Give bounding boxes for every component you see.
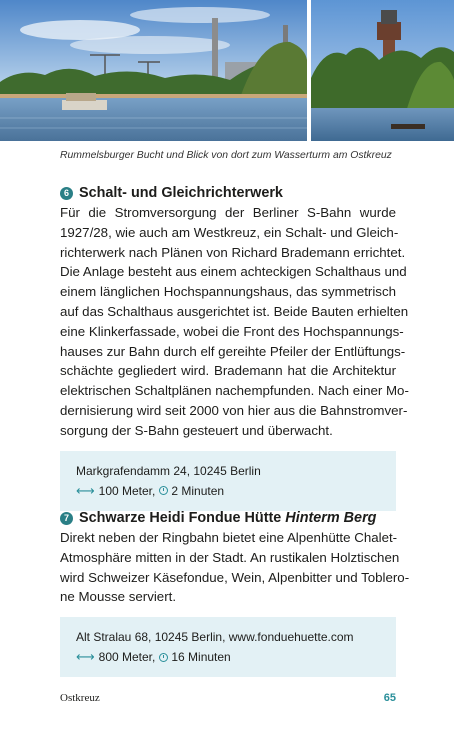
- page-footer: [60, 692, 396, 704]
- chapter-name: Ostkreuz: [60, 692, 100, 704]
- info-box: [60, 451, 396, 511]
- distance-row: [76, 481, 380, 501]
- text-line: Atmosphäre mitten in der Stadt. An rustikalen Holztischen: [60, 549, 400, 565]
- number-badge: 7: [60, 512, 73, 525]
- photo-rummelsburger-bucht: [0, 0, 307, 141]
- duration: 2 Minuten: [171, 483, 225, 498]
- poi-title: Schwarze Heidi Fondue Hütte: [79, 510, 282, 526]
- text-line: Für die Stromversorgung der Berliner S-Bahn wurde: [60, 205, 396, 220]
- address-text: Alt Stralau 68, 10245 Berlin, www.fonduehuette.com: [76, 630, 354, 645]
- number-badge: 6: [60, 187, 73, 200]
- address[interactable]: [76, 627, 380, 647]
- poi-title: Schalt- und Gleichrichterwerk: [79, 185, 283, 201]
- arrow-left-right-icon: ⟷: [76, 649, 95, 665]
- poi-heading: [60, 183, 396, 203]
- text-line: schächte gegliedert wird. Brademann hat die Architektur: [60, 363, 396, 379]
- text-line: elektrischen Schaltplänen nachempfunden. Nach einer Mo-: [60, 383, 409, 399]
- text-line: richterwerk nach Plänen von Richard Brademann errichtet.: [60, 244, 406, 260]
- poi-section-7: [60, 508, 410, 677]
- poi-description: [60, 528, 410, 607]
- info-box: [60, 617, 396, 677]
- photo-strip: [0, 0, 454, 141]
- poi-title-italic: Hinterm Berg: [285, 510, 377, 526]
- address: Markgrafendamm 24, 10245 Berlin: [76, 463, 261, 478]
- text-line: ne Mousse serviert.: [60, 589, 177, 605]
- poi-description: [60, 203, 409, 441]
- text-line: eine Klinkerfassade, wobei die Front des Hochspannungs-: [60, 323, 404, 339]
- text-line: 1927/28, wie auch am Westkreuz, ein Schalt- und Gleich-: [60, 224, 399, 240]
- text-line: Direkt neben der Ringbahn bietet eine Alpenhütte Chalet-: [60, 530, 398, 545]
- text-line: wird Schweizer Käsefondue, Wein, Alpenbitter und Toblero-: [60, 569, 410, 585]
- text-line: sorgung der S-Bahn gesteuert und überwacht.: [60, 422, 333, 438]
- text-line: Die Anlage besteht aus einem achteckigen Schalthaus und: [60, 264, 407, 280]
- poi-section-6: [60, 183, 409, 511]
- text-line: hauses zur Bahn durch elf gereihte Pfeiler der Entlüftungs-: [60, 343, 406, 359]
- text-line: einem länglichen Hochspannungshaus, das symmetrisch: [60, 284, 396, 300]
- distance-row: [76, 647, 380, 667]
- page-number: 65: [383, 692, 396, 704]
- poi-heading: [60, 508, 396, 528]
- arrow-left-right-icon: ⟷: [76, 482, 95, 498]
- distance: 800 Meter,: [98, 650, 156, 665]
- clock-icon: [159, 486, 168, 495]
- photo-caption: Rummelsburger Bucht und Blick von dort zum Wasserturm am Ostkreuz: [60, 150, 392, 161]
- duration: 16 Minuten: [171, 650, 231, 665]
- text-line: auf das Schalthaus ausgerichtet ist. Beide Bauten erhielten: [60, 303, 409, 319]
- photo-wasserturm-ostkreuz: [311, 0, 454, 141]
- text-line: dernisierung wird seit 2000 von hier aus die Bahnstromver-: [60, 402, 408, 418]
- clock-icon: [159, 653, 168, 662]
- distance: 100 Meter,: [98, 483, 156, 498]
